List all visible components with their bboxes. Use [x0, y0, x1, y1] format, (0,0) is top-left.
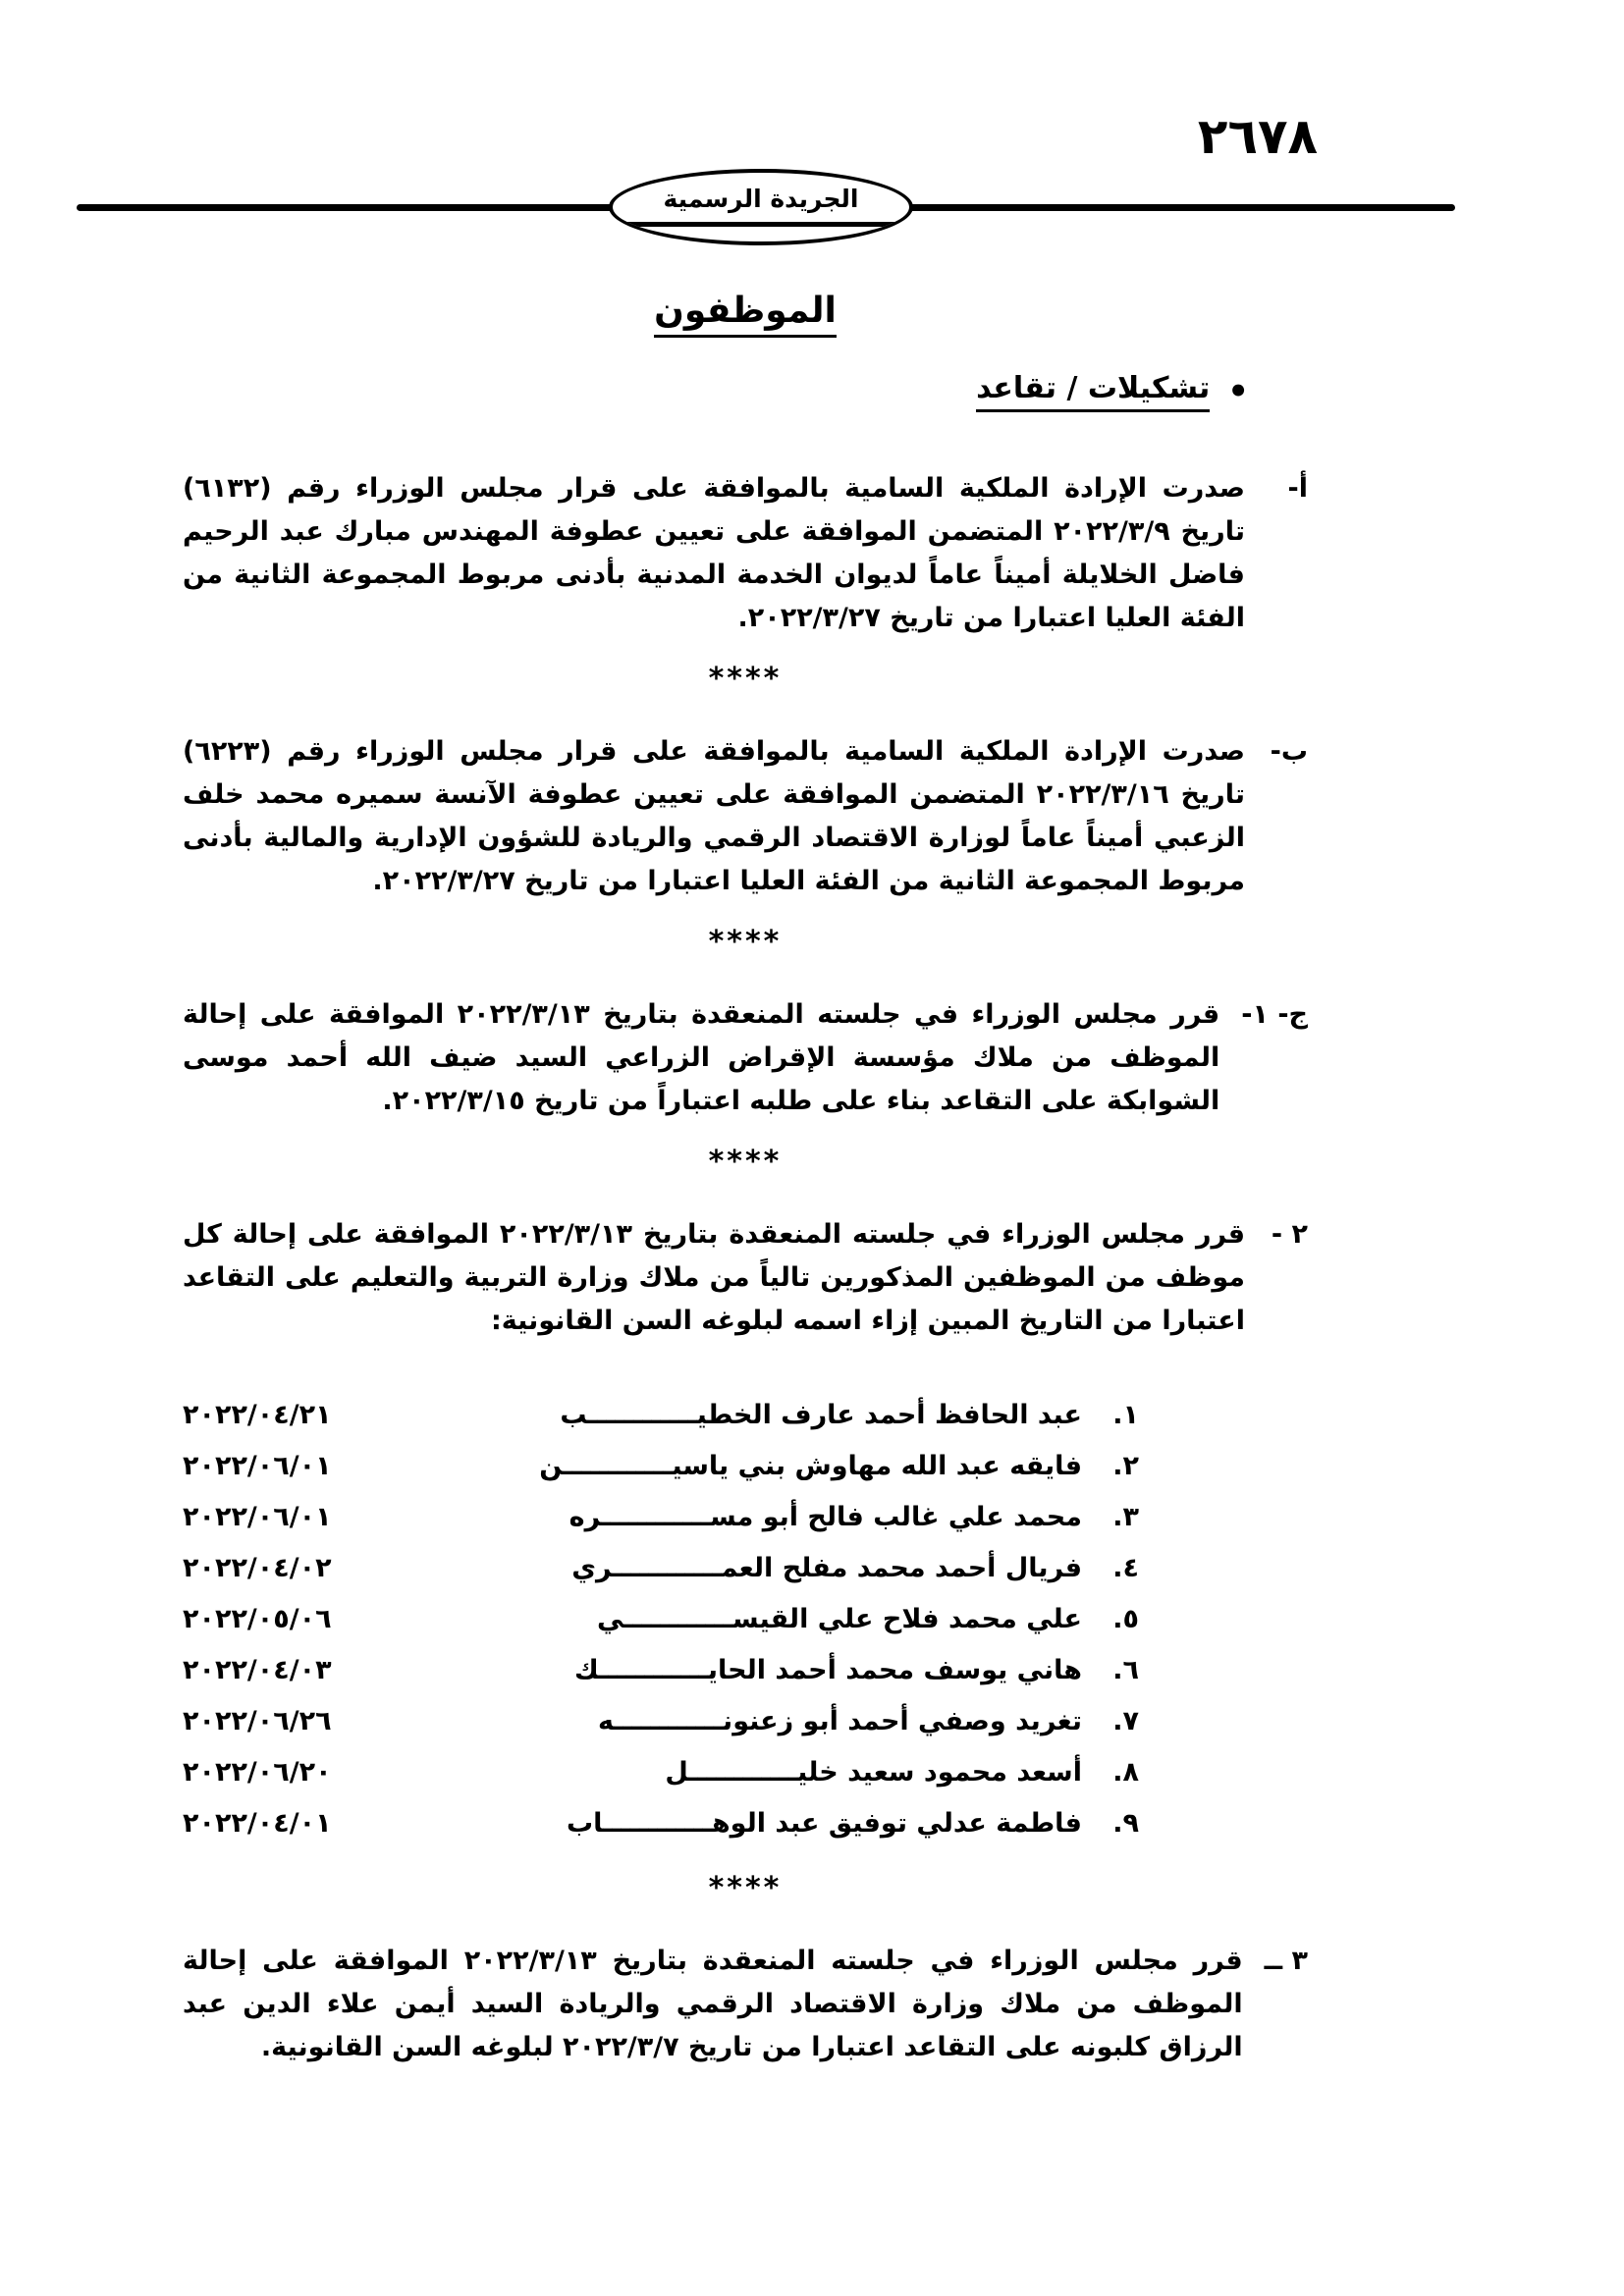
- retiree-row: [183, 1594, 1139, 1645]
- clause-a: [183, 467, 1308, 640]
- header-rule: [77, 169, 1455, 247]
- gazette-badge-underline: [617, 222, 905, 227]
- retiree-row: [183, 1543, 1139, 1594]
- retiree-row: [183, 1492, 1139, 1543]
- clause-a-label: أ-: [1287, 473, 1308, 504]
- clause-c-2-text: قرر مجلس الوزراء في جلسته المنعقدة بتاريخ ٢٠٢٢/٣/١٣ الموافقة على إحالة كل موظف من الموظفين المذكورين تالياً من ملاك وزارة التربية والتعليم على التقاعد اعتبارا من التاريخ المبين إزاء اسمه لبلوغه السن القانونية:: [183, 1219, 1245, 1336]
- retiree-name: علي محمد فلاح علي القيســــــــــــي: [596, 1604, 1082, 1634]
- retiree-row: [183, 1390, 1139, 1441]
- retiree-date: ٢٠٢٢/٠٤/٢١: [183, 1400, 332, 1430]
- section-label: تشكيلات / تقاعد: [976, 371, 1210, 412]
- gazette-badge: [609, 169, 913, 245]
- clause-b-label: ب-: [1270, 736, 1308, 767]
- retiree-date: ٢٠٢٢/٠٦/٢٦: [183, 1706, 332, 1736]
- clause-b: [183, 730, 1308, 903]
- retiree-row: [183, 1798, 1139, 1849]
- retiree-number: ٦.: [1112, 1655, 1139, 1685]
- page-title-text: الموظفون: [654, 291, 837, 338]
- retiree-number: ١.: [1112, 1400, 1139, 1430]
- retiree-row: [183, 1645, 1139, 1696]
- retiree-name: محمد علي غالب فالح أبو مســــــــــــره: [568, 1502, 1082, 1532]
- clause-c-3-label: ٣ ــ: [1264, 1946, 1308, 1976]
- retiree-name: هاني يوسف محمد أحمد الحايــــــــــــك: [574, 1655, 1082, 1685]
- clause-c-3-text: قرر مجلس الوزراء في جلسته المنعقدة بتاريخ ٢٠٢٢/٣/١٣ الموافقة على إحالة الموظف من ملاك وزارة الاقتصاد الرقمي والريادة السيد أيمن علاء الدين عبد الرزاق كلبونه على التقاعد اعتبارا من تاريخ ٢٠٢٢/٣/٧ لبلوغه السن القانونية.: [183, 1946, 1243, 2062]
- retiree-row: [183, 1747, 1139, 1798]
- separator: ****: [708, 662, 783, 696]
- retiree-name: عبد الحافظ أحمد عارف الخطيــــــــــــب: [560, 1400, 1082, 1430]
- retiree-name: فاطمة عدلي توفيق عبد الوهــــــــــــاب: [566, 1808, 1082, 1839]
- clause-b-text: صدرت الإرادة الملكية السامية بالموافقة على قرار مجلس الوزراء رقم (٦٢٢٣) تاريخ ٢٠٢٢/٣/١٦ المتضمن الموافقة على تعيين عطوفة الآنسة سميره محمد خلف الزعبي أميناً عاماً لوزارة الاقتصاد الرقمي والريادة للشؤون الإدارية والمالية بأدنى مربوط المجموعة الثانية من الفئة العليا اعتبارا من تاريخ ٢٠٢٢/٣/٢٧.: [183, 736, 1245, 896]
- clause-c-3: [183, 1940, 1308, 2069]
- retiree-number: ٢.: [1112, 1451, 1139, 1481]
- page-number: ٢٦٧٨: [1197, 108, 1318, 165]
- separator: ****: [708, 925, 783, 959]
- separator: ****: [708, 1145, 783, 1179]
- retiree-number: ٣.: [1112, 1502, 1139, 1532]
- page-title: [183, 291, 1308, 338]
- retiree-date: ٢٠٢٢/٠٤/٠٣: [183, 1655, 332, 1685]
- retiree-date: ٢٠٢٢/٠٤/٠١: [183, 1808, 332, 1839]
- retiree-number: ٤.: [1112, 1553, 1139, 1583]
- gazette-badge-label: الجريدة الرسمية: [663, 185, 859, 213]
- separator: ****: [708, 1871, 783, 1905]
- bullet-icon: •: [1227, 372, 1249, 411]
- clause-a-text: صدرت الإرادة الملكية السامية بالموافقة على قرار مجلس الوزراء رقم (٦١٣٢) تاريخ ٢٠٢٢/٣/٩ المتضمن الموافقة على تعيين عطوفة المهندس مبارك عبد الرحيم فاضل الخلايلة أميناً عاماً لديوان الخدمة المدنية بأدنى مربوط المجموعة الثانية من الفئة العليا اعتبارا من تاريخ ٢٠٢٢/٣/٢٧.: [183, 473, 1245, 633]
- clause-c-1-label: ج- ١-: [1241, 999, 1308, 1030]
- retiree-name: فريال أحمد محمد مفلح العمــــــــــــري: [571, 1553, 1082, 1583]
- clause-c-2: [183, 1213, 1308, 1343]
- retiree-date: ٢٠٢٢/٠٦/٢٠: [183, 1757, 332, 1788]
- retiree-number: ٨.: [1112, 1757, 1139, 1788]
- clause-c-2-label: ٢ -: [1271, 1219, 1308, 1250]
- retiree-row: [183, 1696, 1139, 1747]
- retiree-number: ٧.: [1112, 1706, 1139, 1736]
- page-content: [183, 291, 1308, 2069]
- retiree-number: ٩.: [1112, 1808, 1139, 1839]
- retiree-name: فايقه عبد الله مهاوش بني ياسيــــــــــــن: [539, 1451, 1082, 1481]
- retiree-date: ٢٠٢٢/٠٦/٠١: [183, 1451, 332, 1481]
- retiree-name: أسعد محمود سعيد خليــــــــــــل: [665, 1757, 1082, 1788]
- retiree-row: [183, 1441, 1139, 1492]
- retiree-date: ٢٠٢٢/٠٦/٠١: [183, 1502, 332, 1532]
- clause-c-1: [183, 993, 1308, 1123]
- section-heading: [183, 371, 1308, 412]
- retiree-date: ٢٠٢٢/٠٥/٠٦: [183, 1604, 332, 1634]
- retiree-list: [183, 1390, 1139, 1849]
- retiree-number: ٥.: [1112, 1604, 1139, 1634]
- clause-c-1-text: قرر مجلس الوزراء في جلسته المنعقدة بتاريخ ٢٠٢٢/٣/١٣ الموافقة على إحالة الموظف من ملاك مؤسسة الإقراض الزراعي السيد ضيف الله أحمد موسى الشوابكة على التقاعد بناء على طلبه اعتباراً من تاريخ ٢٠٢٢/٣/١٥.: [183, 999, 1220, 1116]
- retiree-date: ٢٠٢٢/٠٤/٠٢: [183, 1553, 332, 1583]
- retiree-name: تغريد وصفي أحمد أبو زعنونــــــــــــه: [597, 1706, 1082, 1736]
